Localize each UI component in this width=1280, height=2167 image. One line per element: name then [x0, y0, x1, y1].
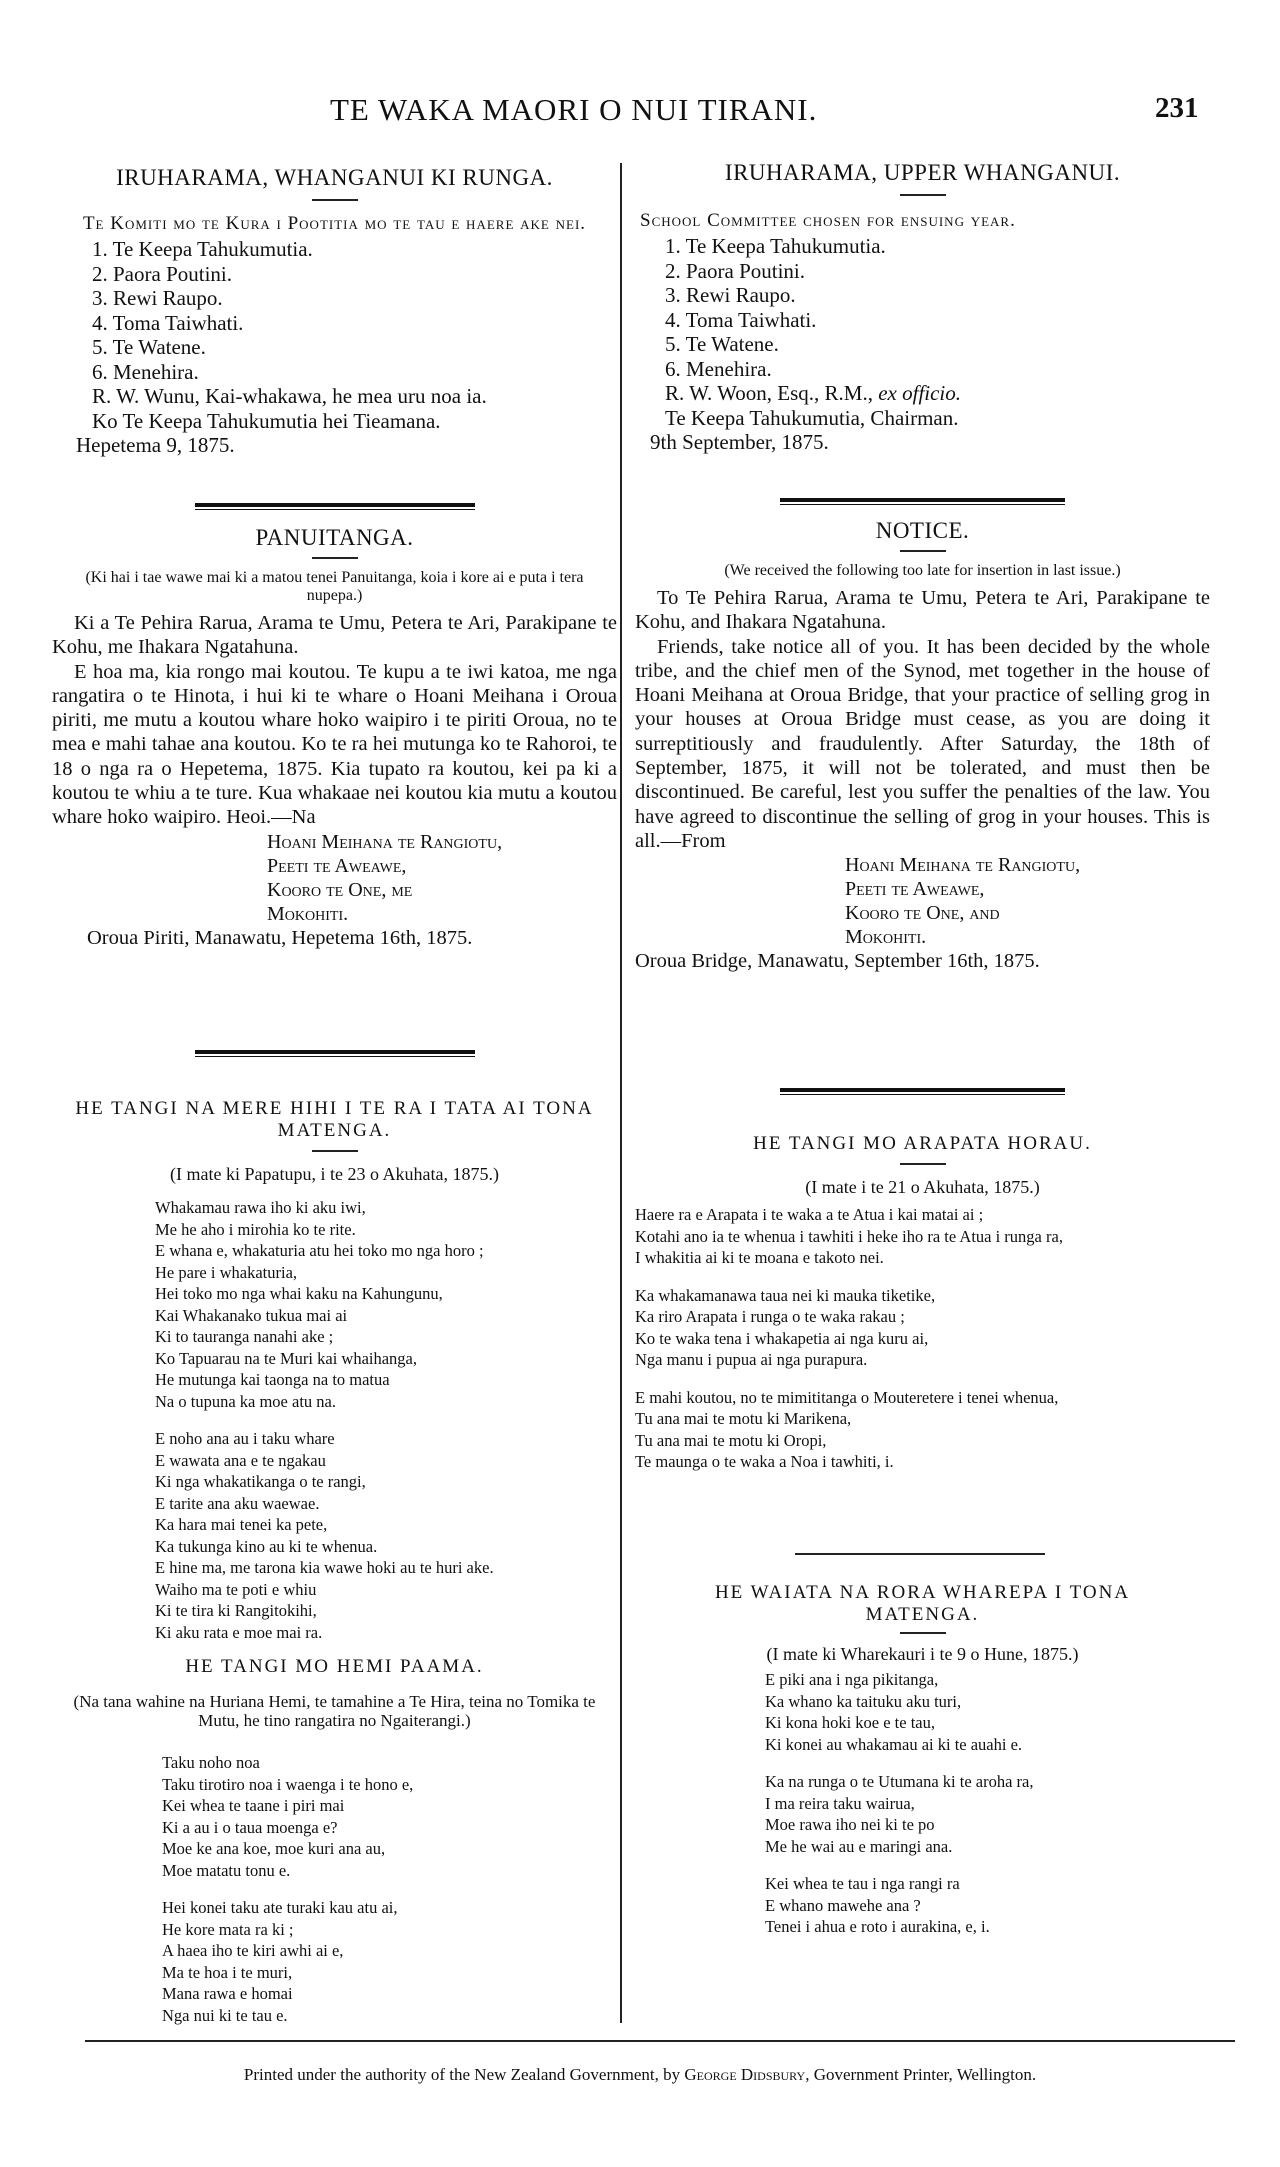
- poem-line: Te maunga o te waka a Noa i tawhiti, i.: [635, 1452, 894, 1471]
- poem-date: (I mate ki Wharekauri i te 9 o Hune, 1875.): [766, 1644, 1079, 1664]
- poem-line: He pare i whakaturia,: [155, 1262, 298, 1282]
- divider: [900, 1163, 946, 1165]
- poem-line: Nga manu i pupua ai nga purapura.: [635, 1350, 868, 1369]
- poem-line: Ka riro Arapata i runga o te waka rakau ;: [635, 1307, 905, 1326]
- poem-date: (I mate i te 21 o Akuhata, 1875.): [805, 1177, 1040, 1197]
- chairman-line: Te Keepa Tahukumutia, Chairman.: [665, 405, 959, 430]
- poem-line: Mana rawa e homai: [162, 1984, 293, 2003]
- date-line: 9th September, 1875.: [650, 430, 829, 454]
- divider: [312, 1150, 358, 1152]
- poem-heading: HE TANGI MO ARAPATA HORAU.: [753, 1133, 1092, 1154]
- poem-line: E wawata ana e te ngakau: [155, 1450, 326, 1470]
- left-notice-section: [52, 525, 617, 950]
- poem-line: Na o tupuna ka moe atu na.: [155, 1391, 336, 1411]
- notice-addressee: Ki a Te Pehira Rarua, Arama te Umu, Petera te Ari, Parakipane te Kohu, me Ihakara Ngatahuna.: [52, 612, 617, 659]
- right-poem-1: [635, 1133, 1210, 1473]
- committee-member: 2. Paora Poutini.: [92, 261, 232, 286]
- poem-line: Whakamau rawa iho ki aku iwi,: [155, 1198, 366, 1217]
- double-rule: [780, 498, 1065, 505]
- committee-member: 4. Toma Taiwhati.: [665, 307, 817, 332]
- poem-line: Ko Tapuarau na te Muri kai whaihanga,: [155, 1348, 417, 1368]
- poem-line: E piki ana i nga pikitanga,: [765, 1670, 939, 1689]
- committee-member: 5. Te Watene.: [665, 332, 779, 356]
- page-title: TE WAKA MAORI O NUI TIRANI.: [330, 92, 818, 127]
- place-date: Oroua Bridge, Manawatu, September 16th, 1875.: [635, 950, 1040, 973]
- column-divider: [620, 163, 622, 2023]
- poem-line: Ki konei au whakamau ai ki te auahi e.: [765, 1734, 1023, 1754]
- divider: [900, 1632, 946, 1634]
- signatory: Peeti te Aweawe,: [845, 878, 985, 901]
- poem-heading: HE WAIATA NA RORA WHAREPA I TONA MATENGA.: [714, 1582, 1131, 1625]
- poem-line: Kotahi ano ia te whenua i tawhiti i heke iho ra te Atua i runga ra,: [635, 1226, 1063, 1246]
- notice-addressee: To Te Pehira Rarua, Arama te Umu, Petera te Ari, Parakipane te Kohu, and Ihakara Ngatahuna.: [635, 587, 1210, 634]
- poem-line: Moe rawa iho nei ki te po: [765, 1815, 935, 1834]
- committee-member: 5. Te Watene.: [92, 335, 206, 359]
- divider: [900, 194, 946, 196]
- ex-officio-line: [665, 381, 1210, 406]
- committee-member: 6. Menehira.: [92, 359, 199, 384]
- poem-line: E mahi koutou, no te mimititanga o Mouteretere i tenei whenua,: [635, 1387, 1059, 1407]
- poem-date: (I mate ki Papatupu, i te 23 o Akuhata, 1875.): [170, 1164, 499, 1184]
- poem-line: I whakitia ai ki te moana e takoto nei.: [635, 1248, 884, 1267]
- footer-imprint: [0, 2065, 1280, 2085]
- poem-heading: HE TANGI NA MERE HIHI I TE RA I TATA AI TONA MATENGA.: [75, 1098, 594, 1141]
- poem-line: He mutunga kai taonga na to matua: [155, 1370, 390, 1389]
- signatory: Peeti te Aweawe,: [267, 854, 407, 877]
- committee-member: 6. Menehira.: [665, 356, 772, 381]
- committee-member: 3. Rewi Raupo.: [665, 283, 796, 307]
- double-rule: [195, 1050, 475, 1057]
- ex-officio-name: R. W. Woon, Esq., R.M.,: [665, 381, 879, 405]
- divider: [312, 557, 358, 559]
- right-notice-section: [635, 518, 1210, 974]
- ex-officio-label: ex officio.: [878, 381, 962, 405]
- date-line: Hepetema 9, 1875.: [76, 433, 235, 457]
- right-committee-section: [635, 160, 1210, 455]
- poem-note: (Na tana wahine na Huriana Hemi, te tamahine a Te Hira, teina no Tomika te Mutu, he tino rangatira no Ngaiterangi.): [73, 1692, 596, 1730]
- poem-line: Ka whano ka taituku aku turi,: [765, 1691, 962, 1711]
- poem-line: Me he aho i mirohia ko te rite.: [155, 1219, 356, 1239]
- committee-member: 2. Paora Poutini.: [665, 258, 805, 283]
- poem-line: Ki aku rata e moe mai ra.: [155, 1622, 323, 1642]
- section-heading: IRUHARAMA, WHANGANUI KI RUNGA.: [116, 165, 553, 190]
- section-heading: NOTICE.: [875, 518, 970, 543]
- chairman-line: Ko Te Keepa Tahukumutia hei Tieamana.: [92, 408, 441, 433]
- committee-member: 3. Rewi Raupo.: [92, 286, 223, 310]
- notice-note: (Ki hai i tae wawe mai ki a matou tenei Panuitanga, koia i kore ai e puta i tera nupepa.): [85, 569, 584, 604]
- poem-line: Ki to tauranga nanahi ake ;: [155, 1327, 334, 1346]
- poem-line: Tenei i ahua e roto i aurakina, e, i.: [765, 1917, 990, 1936]
- footer-text: Printed under the authority of the New Zealand Government, by: [243, 2065, 685, 2084]
- poem-line: Hei toko mo nga whai kaku na Kahungunu,: [155, 1284, 443, 1303]
- left-poem-2: [52, 1656, 617, 2026]
- poem-line: Waiho ma te poti e whiu: [155, 1579, 317, 1599]
- double-rule: [195, 503, 475, 510]
- notice-body: Friends, take notice all of you. It has been decided by the whole tribe, and the chief men of the Synod, met together in the house of Hoani Meihana at Oroua Bridge, that your practice of selling grog in your houses at Oroua Bridge must cease, as you are doing it surreptitiously and fraudulently. After Saturday, the 18th of September, 1875, it will not be tolerated, and must then be discontinued. Be careful, lest you suffer the penalties of the law. You have agreed to discontinue the selling of grog in your houses. This is all.—From: [635, 635, 1210, 852]
- double-rule: [780, 1088, 1065, 1095]
- ex-officio-line: R. W. Wunu, Kai-whakawa, he mea uru noa ia.: [92, 384, 487, 408]
- poem-line: Ki kona hoki koe e te tau,: [765, 1713, 935, 1732]
- divider: [312, 199, 358, 201]
- poem-line: E whana e, whakaturia atu hei toko mo nga horo ;: [155, 1241, 484, 1260]
- divider: [900, 550, 946, 552]
- place-date: Oroua Piriti, Manawatu, Hepetema 16th, 1875.: [87, 926, 473, 949]
- signatory: Mokohiti.: [267, 902, 349, 925]
- notice-note: (We received the following too late for insertion in last issue.): [724, 562, 1121, 579]
- committee-member: 1. Te Keepa Tahukumutia.: [665, 234, 886, 258]
- signatory: Kooro te One, and: [845, 902, 1000, 925]
- committee-member: 1. Te Keepa Tahukumutia.: [92, 237, 313, 261]
- poem-line: Taku noho noa: [162, 1753, 260, 1772]
- poem-line: Ka hara mai tenei ka pete,: [155, 1515, 328, 1534]
- page-number: 231: [1155, 92, 1199, 124]
- committee-subheading: School Committee chosen for ensuing year.: [640, 210, 1016, 231]
- poem-line: Ka na runga o te Utumana ki te aroha ra,: [765, 1772, 1034, 1791]
- poem-line: Hei konei taku ate turaki kau atu ai,: [162, 1898, 398, 1917]
- poem-line: Ma te hoa i te muri,: [162, 1962, 293, 1982]
- footer-rule: [85, 2040, 1235, 2042]
- rule: [795, 1553, 1045, 1555]
- poem-line: A haea iho te kiri awhi ai e,: [162, 1941, 344, 1960]
- poem-line: Ki nga whakatikanga o te rangi,: [155, 1472, 366, 1491]
- poem-line: E hine ma, me tarona kia wawe hoki au te huri ake.: [155, 1558, 494, 1577]
- poem-line: Ko te waka tena i whakapetia ai nga kuru ai,: [635, 1328, 929, 1348]
- notice-body: E hoa ma, kia rongo mai koutou. Te kupu a te iwi katoa, me nga rangatira o te Hinota, i hui ki te whare o Hoani Meihana i Oroua piriti, me mutu a koutou whare hoko waipiro i te piriti Oroua, no te mea e mahi tahae ana koutou. Ko te ra hei mutunga ko te Rahoroi, te 18 o nga ra o Hepetema, 1875. Kia tupato ra koutou, kei pa ki a koutou te whiu a te ture. Kua whakaae nei koutou kia mutu a koutou whare hoko waipiro. Heoi.—Na: [52, 660, 617, 829]
- poem-line: Kei whea te taane i piri mai: [162, 1796, 345, 1815]
- poem-line: Taku tirotiro noa i waenga i te hono e,: [162, 1774, 414, 1794]
- right-poem-2: [635, 1582, 1210, 1938]
- footer-text-end: , Government Printer, Wellington.: [805, 2065, 1037, 2084]
- poem-line: Haere ra e Arapata i te waka a te Atua i kai matai ai ;: [635, 1205, 984, 1224]
- poem-line: I ma reira taku wairua,: [765, 1793, 915, 1813]
- poem-line: He kore mata ra ki ;: [162, 1919, 294, 1939]
- committee-member: 4. Toma Taiwhati.: [92, 310, 244, 335]
- left-committee-section: [52, 165, 617, 458]
- poem-line: E tarite ana aku waewae.: [155, 1493, 320, 1513]
- poem-line: Kei whea te tau i nga rangi ra: [765, 1874, 960, 1893]
- signatory: Hoani Meihana te Rangiotu,: [845, 854, 1081, 877]
- committee-subheading: Te Komiti mo te Kura i Pootitia mo te tau e haere ake nei.: [82, 213, 587, 234]
- poem-line: E noho ana au i taku whare: [155, 1429, 335, 1448]
- poem-line: Ki a au i o taua moenga e?: [162, 1817, 338, 1837]
- section-heading: IRUHARAMA, UPPER WHANGANUI.: [724, 160, 1121, 185]
- poem-line: Moe matatu tonu e.: [162, 1860, 291, 1880]
- poem-line: Kai Whakanako tukua mai ai: [155, 1305, 348, 1325]
- poem-line: E whano mawehe ana ?: [765, 1895, 921, 1915]
- poem-line: Ki te tira ki Rangitokihi,: [155, 1601, 317, 1620]
- printer-name: George Didsbury: [684, 2065, 806, 2084]
- signatory: Kooro te One, me: [267, 878, 413, 901]
- poem-line: Nga nui ki te tau e.: [162, 2005, 288, 2025]
- signatory: Mokohiti.: [845, 926, 927, 949]
- signatory: Hoani Meihana te Rangiotu,: [267, 830, 503, 853]
- poem-line: Ka whakamanawa taua nei ki mauka tiketike,: [635, 1285, 936, 1305]
- poem-line: Me he wai au e maringi ana.: [765, 1836, 953, 1856]
- poem-line: Tu ana mai te motu ki Marikena,: [635, 1409, 852, 1428]
- poem-line: Tu ana mai te motu ki Oropi,: [635, 1430, 827, 1450]
- poem-heading: HE TANGI MO HEMI PAAMA.: [185, 1656, 484, 1677]
- left-poem-1: [52, 1098, 617, 1643]
- poem-line: Ka tukunga kino au ki te whenua.: [155, 1536, 378, 1556]
- section-heading: PANUITANGA.: [255, 525, 414, 550]
- poem-line: Moe ke ana koe, moe kuri ana au,: [162, 1839, 386, 1858]
